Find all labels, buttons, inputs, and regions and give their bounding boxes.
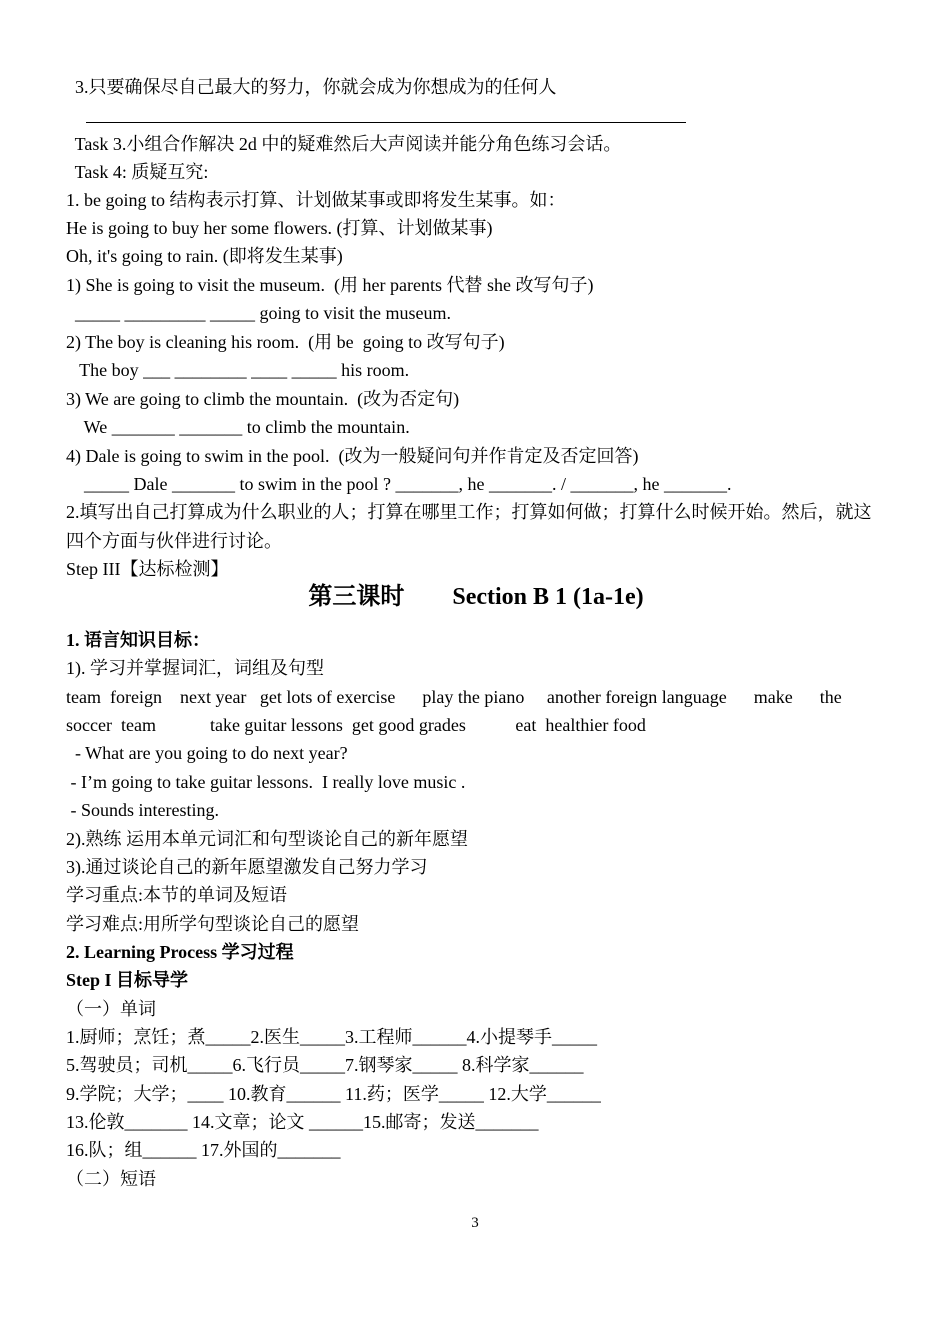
exercise-2-prompt: 2) The boy is cleaning his room. (用 be going to 改写句子): [66, 332, 505, 352]
difficult-point: 学习难点:用所学句型谈论自己的愿望: [66, 914, 359, 934]
dialogue-line-1: - What are you going to do next year?: [66, 743, 348, 763]
objective-2: 2).熟练 运用本单元词汇和句型谈论自己的新年愿望: [66, 829, 468, 849]
translation-item-3: 3.只要确保尽自己最大的努力，你就会成为你想成为的任何人: [66, 77, 557, 97]
words-subheading: （一）单词: [66, 999, 156, 1019]
objective-1: 1). 学习并掌握词汇，词组及句型: [66, 658, 324, 678]
section-title: 第三课时 Section B 1 (1a-1e): [308, 584, 644, 610]
example-sentence-2: Oh, it's going to rain. (即将发生某事): [66, 246, 343, 266]
exercise-3-prompt: 3) We are going to climb the mountain. (改为否定句): [66, 389, 460, 409]
task-3: Task 3.小组合作解决 2d 中的疑难然后大声阅读并能分角色练习会话。: [66, 134, 622, 154]
discussion-task: 2.填写出自己打算成为什么职业的人；打算在哪里工作；打算如何做；打算什么时候开始。然后，就这: [66, 502, 872, 522]
task-4: Task 4: 质疑互究:: [66, 162, 209, 182]
grammar-note: 1. be going to 结构表示打算、计划做某事或即将发生某事。如：: [66, 190, 566, 210]
word-list-2: 5.驾驶员；司机_____6.飞行员_____7.钢琴家_____ 8.科学家______: [66, 1055, 584, 1075]
exercise-4-prompt: 4) Dale is going to swim in the pool. (改为一般疑问句并作肯定及否定回答): [66, 446, 639, 466]
dialogue-line-3: - Sounds interesting.: [66, 800, 219, 820]
step-3-heading: Step III【达标检测】: [66, 559, 229, 579]
exercise-4-answer: _____ Dale _______ to swim in the pool ? _______, he _______. / _______, he _______.: [66, 474, 732, 494]
word-list-1: 1.厨师；烹饪；煮_____2.医生_____3.工程师______4.小提琴手_____: [66, 1027, 597, 1047]
exercise-2-answer: The boy ___ ________ ____ _____ his room.: [66, 360, 410, 380]
phrases-subheading: （二）短语: [66, 1169, 156, 1189]
exercise-1-answer: _____ _________ _____ going to visit the museum.: [66, 303, 451, 323]
key-point: 学习重点:本节的单词及短语: [66, 885, 287, 905]
dialogue-line-2: - I’m going to take guitar lessons. I really love music .: [66, 772, 466, 792]
learning-process-heading: 2. Learning Process 学习过程: [66, 942, 294, 962]
step-1-heading: Step I 目标导学: [66, 970, 189, 990]
answer-line: [86, 122, 686, 123]
page-number: 3: [471, 1215, 479, 1231]
word-list-5: 16.队；组______ 17.外国的_______: [66, 1140, 341, 1160]
vocabulary-line-1: team foreign next year get lots of exercise play the piano another foreign language make the: [66, 687, 842, 707]
objective-3: 3).通过谈论自己的新年愿望激发自己努力学习: [66, 857, 428, 877]
example-sentence-1: He is going to buy her some flowers. (打算、计划做某事): [66, 218, 493, 238]
exercise-3-answer: We _______ _______ to climb the mountain.: [66, 417, 410, 437]
objectives-heading: 1. 语言知识目标：: [66, 630, 210, 650]
vocabulary-line-2: soccer team take guitar lessons get good grades eat healthier food: [66, 715, 646, 735]
exercise-1-prompt: 1) She is going to visit the museum. (用 her parents 代替 she 改写句子): [66, 275, 594, 295]
word-list-3: 9.学院；大学；____ 10.教育______ 11.药；医学_____ 12.大学______: [66, 1084, 601, 1104]
word-list-4: 13.伦敦_______ 14.文章；论文 ______15.邮寄；发送_______: [66, 1112, 539, 1132]
discussion-task-cont: 四个方面与伙伴进行讨论。: [66, 531, 282, 551]
